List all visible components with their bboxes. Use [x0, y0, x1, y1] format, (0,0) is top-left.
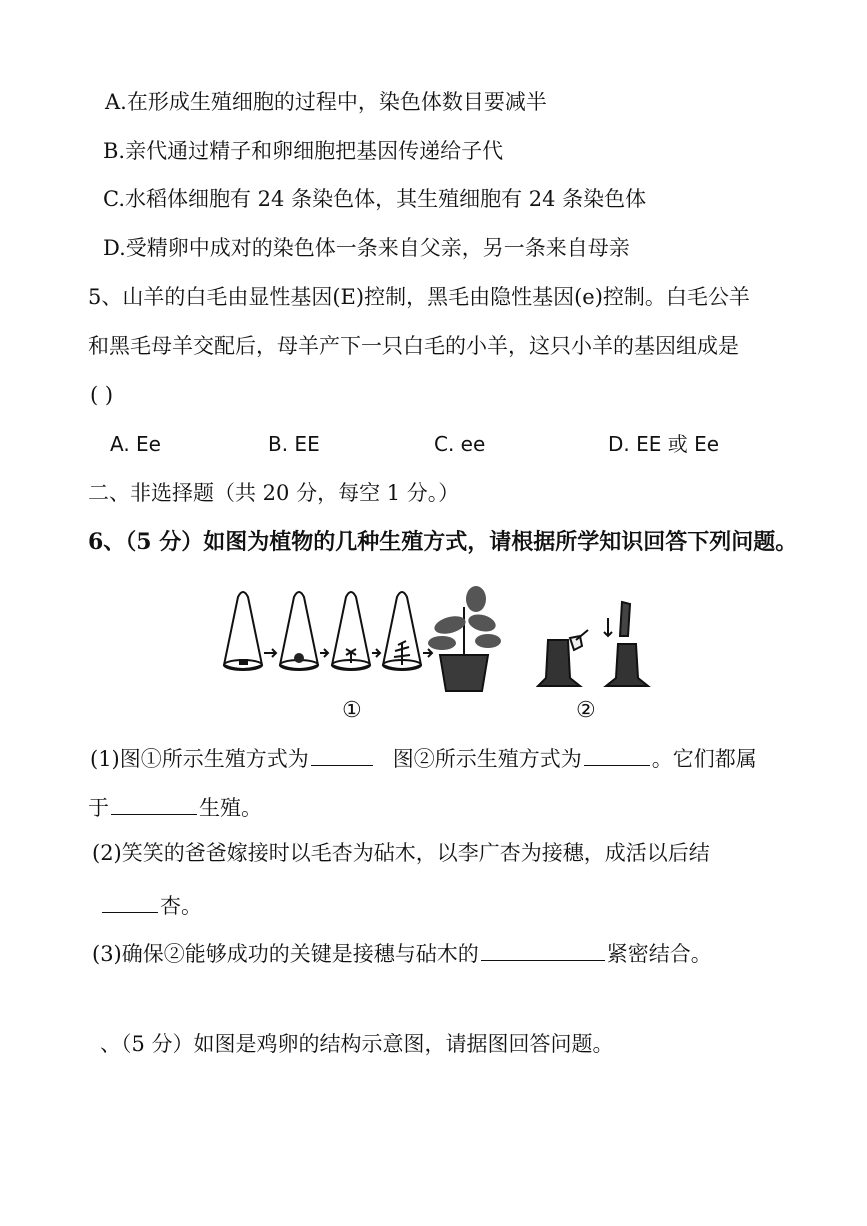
- q6-part3-line: [92, 940, 712, 965]
- section-heading: 二、非选择题（共 20 分，每空 1 分。）: [88, 481, 460, 505]
- answer-blank[interactable]: [111, 794, 197, 815]
- q6-title: 6、（5 分）如图为植物的几种生殖方式，请根据所学知识回答下列问题。: [88, 529, 798, 555]
- q6-part3-text-a: (3)确保②能够成功的关键是接穗与砧木的: [92, 942, 479, 966]
- q5-stem-line1: 5、山羊的白毛由显性基因(E)控制，黑毛由隐性基因(e)控制。白毛公羊: [88, 285, 750, 309]
- q4-option-a: A.在形成生殖细胞的过程中，染色体数目要减半: [105, 90, 547, 114]
- q6-part1-text-d: 于: [88, 796, 109, 820]
- tissue-culture-figure: [218, 585, 503, 695]
- q6-part1-text-b: 图②所示生殖方式为: [392, 747, 582, 771]
- q5-option-c: C. ee: [434, 432, 486, 456]
- q7-title: 、（5 分）如图是鸡卵的结构示意图，请据图回答问题。: [100, 1032, 614, 1056]
- q6-part2-line2: [100, 892, 202, 917]
- q6-part1-line2: [88, 794, 262, 819]
- answer-blank[interactable]: [102, 892, 158, 913]
- q6-part1-text-a: (1)图①所示生殖方式为: [90, 747, 309, 771]
- q4-option-d: D.受精卵中成对的染色体一条来自父亲，另一条来自母亲: [103, 236, 630, 260]
- q6-part1-text-e: 生殖。: [199, 796, 262, 820]
- figure-label-1: ①: [342, 698, 362, 723]
- grafting-figure: [536, 600, 656, 692]
- answer-blank[interactable]: [311, 745, 373, 766]
- q6-part2-text-b: 杏。: [160, 894, 202, 918]
- figure-label-2: ②: [576, 698, 596, 723]
- answer-blank[interactable]: [584, 745, 650, 766]
- q5-stem-line2: 和黑毛母羊交配后，母羊产下一只白毛的小羊，这只小羊的基因组成是: [88, 334, 739, 358]
- q6-part2-line1: (2)笑笑的爸爸嫁接时以毛杏为砧木，以李广杏为接穗，成活以后结: [92, 841, 710, 865]
- q4-option-b: B.亲代通过精子和卵细胞把基因传递给子代: [103, 139, 504, 163]
- q5-option-d: D. EE 或 Ee: [608, 432, 720, 456]
- q5-option-a: A. Ee: [110, 432, 161, 456]
- answer-blank[interactable]: [481, 940, 605, 961]
- q5-answer-paren: ( ): [90, 383, 114, 407]
- q5-option-b: B. EE: [268, 432, 320, 456]
- q4-option-c: C.水稻体细胞有 24 条染色体，其生殖细胞有 24 条染色体: [103, 187, 647, 211]
- q6-part1-line1: [90, 745, 757, 770]
- q6-part1-text-c: 。它们都属: [651, 747, 757, 771]
- q6-part3-text-b: 紧密结合。: [606, 942, 712, 966]
